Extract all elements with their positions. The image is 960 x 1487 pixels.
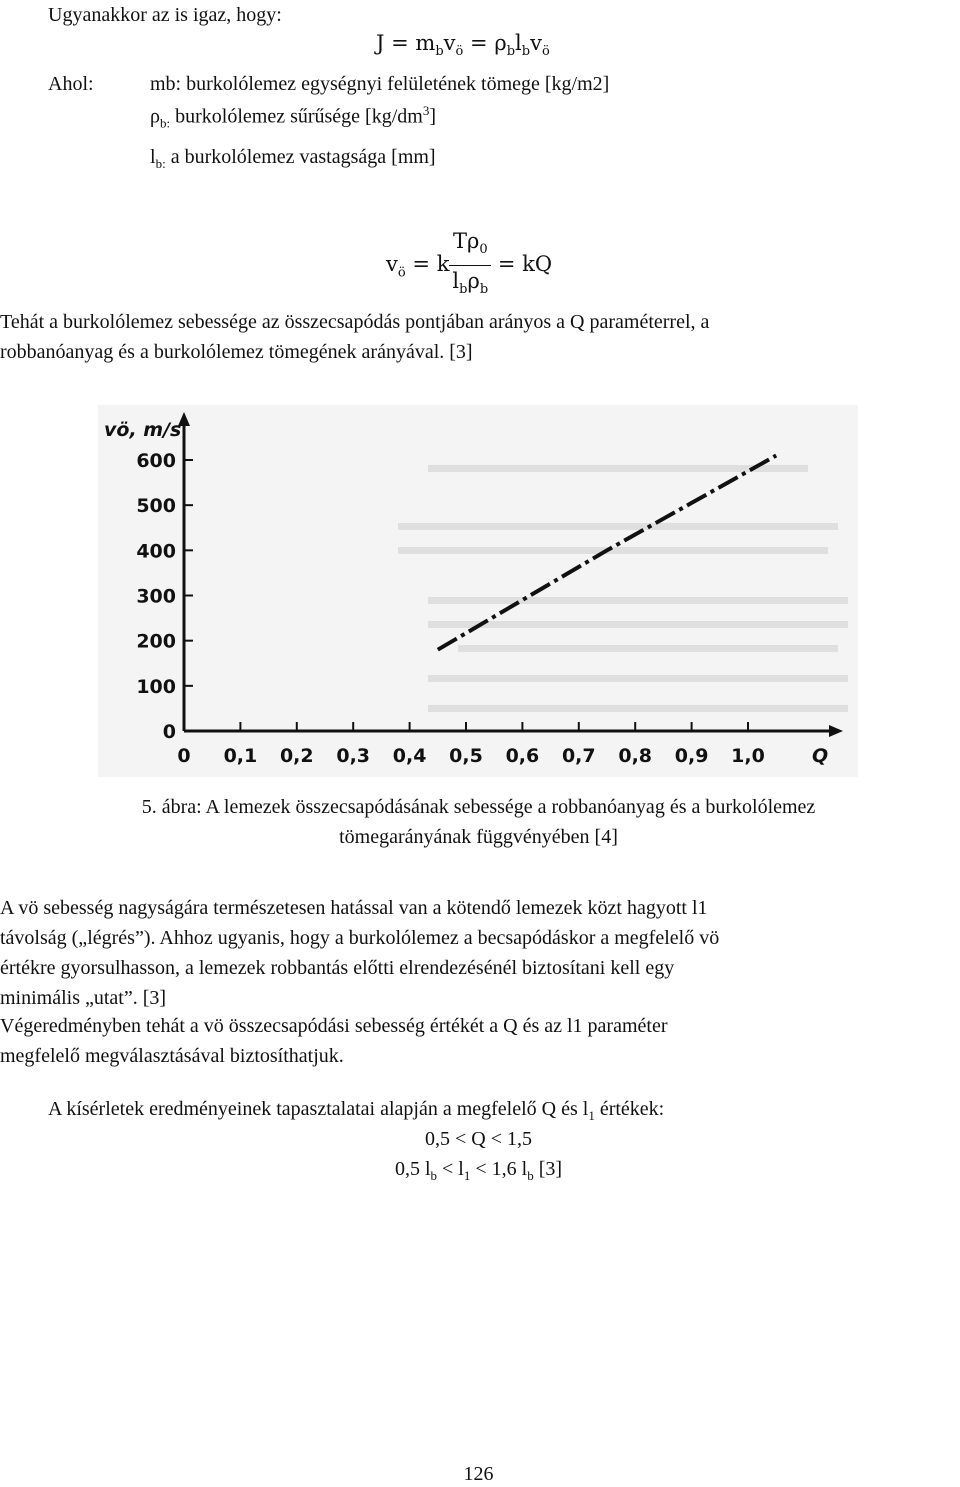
y-tick-label: 0 [162, 721, 176, 743]
formula-symbol: l [452, 269, 460, 294]
definition-text: ] [429, 105, 436, 128]
range-subscript: 1 [463, 1168, 471, 1183]
definition-symbol: ρ [150, 105, 160, 128]
page-number: 126 [463, 1463, 494, 1485]
paragraph-line: megfelelő megválasztásával biztosíthatjuk. [0, 1045, 344, 1067]
results-subscript: 1 [588, 1108, 595, 1123]
results-text [48, 1098, 664, 1124]
results-text-part: értékek: [594, 1098, 665, 1120]
definition-mb: mb: burkolólemez egységnyi felületének tömege [kg/m2] [150, 73, 610, 95]
range-subscript: b [430, 1168, 438, 1183]
formula-symbol: J [376, 31, 385, 55]
y-tick-label: 200 [136, 630, 176, 653]
x-tick-label: 0,5 [449, 745, 483, 767]
range-part: 0,5 l [394, 1158, 431, 1180]
formula-subscript: b [435, 44, 444, 60]
formula-symbol: v [530, 31, 542, 55]
range-l1 [0, 1158, 957, 1184]
results-text-part: A kísérletek eredményeinek tapasztalatai alapján a megfelelő Q és l [48, 1098, 589, 1120]
formula-symbol: Tρ [452, 229, 480, 253]
formula-fraction [449, 228, 491, 303]
x-tick-label: 0,4 [392, 745, 427, 767]
formula-symbol: kQ [522, 252, 553, 277]
x-tick-label: 0,9 [674, 745, 709, 767]
formula-subscript: ö [541, 44, 550, 60]
formula-subscript: ö [397, 265, 406, 281]
range-part: < 1,6 l [470, 1158, 528, 1180]
formula-symbol: m [415, 31, 436, 55]
formula-symbol: v [386, 252, 398, 277]
intro-text: Ugyanakkor az is igaz, hogy: [48, 4, 282, 26]
definition-rho [150, 103, 436, 132]
y-tick-label: 600 [136, 450, 176, 472]
definition-superscript: 3 [422, 103, 430, 118]
figure-caption [0, 792, 957, 852]
paragraph-line: Tehát a burkolólemez sebessége az összecsapódás pontjában arányos a Q paraméterrel, a [0, 311, 710, 333]
y-tick-label: 400 [136, 540, 176, 563]
definition-text: a burkolólemez vastagsága [mm] [165, 146, 436, 168]
definition-subscript: b: [155, 156, 166, 171]
fraction-denominator [449, 266, 491, 303]
paragraph-line: minimális „utat”. [3] [0, 987, 167, 1009]
definition-subscript: b: [159, 115, 171, 131]
paragraph-line: értékre gyorsulhasson, a lemezek robbantás előtti elrendezésénél biztosítani kell egy [0, 957, 675, 979]
caption-line: tömegarányának függvényében [4] [339, 826, 618, 848]
formula-operator: = [412, 252, 430, 277]
x-tick-label: 0,3 [336, 745, 371, 767]
paragraph-line: robbanóanyag és a burkolólemez tömegének arányával. [3] [0, 341, 473, 363]
formula-symbol: v [443, 31, 456, 55]
velocity-chart [98, 405, 858, 777]
formula-subscript: b [521, 44, 531, 60]
formula-velocity [386, 228, 552, 303]
formula-momentum [376, 31, 550, 59]
paragraph-1 [0, 307, 957, 367]
definitions-label: Ahol: [48, 73, 94, 95]
x-axis-arrow [829, 725, 843, 737]
formula-subscript: 0 [479, 242, 488, 258]
formula-operator: = [391, 31, 409, 55]
definition-symbol: l [150, 146, 156, 168]
range-q: 0,5 < Q < 1,5 [424, 1128, 532, 1150]
fraction-numerator [449, 228, 491, 266]
range-part: [3] [533, 1158, 563, 1180]
paragraph-3 [0, 1011, 957, 1071]
formula-operator: = [497, 252, 516, 277]
paragraph-2 [0, 893, 957, 1013]
y-tick-label: 500 [136, 495, 176, 518]
x-tick-label: 0,2 [279, 745, 314, 767]
formula-symbol: l [515, 31, 522, 55]
formula-subscript: b [459, 282, 468, 298]
paragraph-line: távolság („légrés”). Ahhoz ugyanis, hogy a burkolólemez a becsapódáskor a megfelelő vö [0, 927, 720, 949]
y-tick-label: 100 [136, 675, 176, 698]
formula-subscript: b [479, 282, 489, 298]
y-tick-label: 300 [136, 585, 176, 608]
x-tick-label: 1,0 [731, 745, 765, 767]
definition-text: burkolólemez sűrűsége [kg/dm [170, 105, 423, 128]
formula-symbol: ρ [494, 31, 507, 55]
formula-symbol: k [436, 252, 450, 277]
y-axis-label: vö, m/s [104, 419, 182, 441]
x-tick-label: 0,7 [561, 745, 596, 767]
range-subscript: b [527, 1168, 534, 1183]
formula-symbol: ρ [467, 269, 480, 294]
x-tick-label: 0 [177, 745, 191, 767]
formula-subscript: ö [455, 44, 464, 60]
x-tick-label: 0,8 [618, 745, 653, 767]
x-axis-label: Q [812, 745, 829, 767]
definition-lb [150, 146, 436, 172]
formula-subscript: b [506, 44, 516, 60]
x-tick-label: 0,6 [505, 745, 540, 767]
paragraph-line: Végeredményben tehát a vö összecsapódási sebesség értékét a Q és az l1 paraméter [0, 1015, 668, 1037]
data-line-series [438, 455, 776, 649]
formula-operator: = [470, 31, 488, 55]
caption-line: 5. ábra: A lemezek összecsapódásának sebessége a robbanóanyag és a burkolólemez [141, 796, 816, 818]
x-tick-label: 0,1 [223, 745, 258, 767]
paragraph-line: A vö sebesség nagyságára természetesen hatással van a kötendő lemezek közt hagyott l1 [0, 897, 708, 919]
range-part: < l [437, 1158, 464, 1180]
